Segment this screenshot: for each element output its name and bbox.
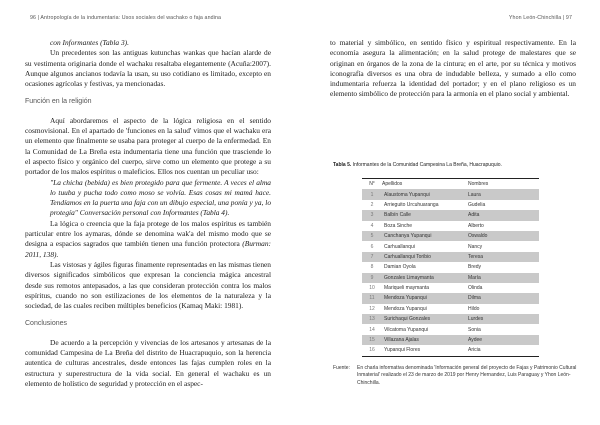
row-surnames: Villazana Ajalas bbox=[384, 337, 419, 344]
row-number: 6 bbox=[370, 243, 374, 250]
row-number: 11 bbox=[369, 295, 375, 302]
row-surnames: Canchanya Yupanqui bbox=[384, 233, 432, 240]
row-number: 14 bbox=[369, 326, 375, 333]
row-number: 5 bbox=[370, 233, 374, 240]
table-title: Informantes de la Comunidad Campesina La Breña, Huacrapuquio. bbox=[352, 162, 502, 168]
row-number: 16 bbox=[369, 347, 375, 354]
row-number: 7 bbox=[370, 253, 374, 260]
table-source bbox=[333, 365, 583, 387]
row-surnames: Boza Sinche bbox=[384, 222, 413, 229]
table-row bbox=[362, 200, 539, 210]
paragraph: De acuerdo a la percepción y vivencias de los artesanos y artesanas de la comunidad Campesina de La Breña del distrito de Huacrapuquio, son la herencia autentica de culturas ancestrales, desde entonces las fajas cumplen roles en la estructura y superestructura de la vida social. En general el wachaku es un elemento de holístico de seguridad y protección en el aspec- bbox=[25, 337, 271, 388]
table-label: Tabla 5. bbox=[333, 162, 352, 168]
table-row bbox=[362, 314, 539, 324]
table-row bbox=[362, 324, 539, 334]
paragraph: con Informantes (Tabla 3). bbox=[50, 38, 129, 47]
row-names: Aydee bbox=[468, 337, 483, 344]
row-surnames: Mariqueli maymanta bbox=[384, 285, 430, 292]
row-number: 3 bbox=[370, 212, 374, 219]
table-row bbox=[362, 241, 539, 251]
row-names: Olinda bbox=[468, 285, 483, 292]
running-header: 96 | Antropología de la indumentaria: Usos sociales del wachako o faja andina bbox=[30, 15, 222, 21]
table-header-row bbox=[362, 179, 539, 190]
row-surnames: Gonzales Limaymanta bbox=[384, 274, 434, 281]
right-body-text bbox=[330, 38, 576, 100]
row-names: Adita bbox=[468, 212, 480, 219]
row-number: 4 bbox=[370, 222, 374, 229]
right-page bbox=[300, 0, 600, 425]
row-names: Alberto bbox=[468, 222, 484, 229]
paragraph: Aquí abordaremos el aspecto de la lógica religiosa en el sentido cosmovisional. En el apartado de 'funciones en la salud' vimos que el wachaku era un elemento que finalmente se usaba para proteger al cuerpo de la enfermedad. En la Comunidad de La Breña esta indumentaria tiene una función que trasciende lo el aspecto físico y orgánico del cuerpo, sirve como un elemento que protege a su portador de los malos espíritus o maleficios. Ellos nos cuentan un peculiar uso: bbox=[25, 115, 271, 177]
row-surnames: Alaustoma Yupanqui bbox=[384, 191, 430, 198]
table-row bbox=[362, 252, 539, 262]
informants-table bbox=[362, 178, 539, 357]
row-surnames: Arrieguito Urcuhuaranga bbox=[384, 201, 439, 208]
row-surnames: Mendoza Yupanqui bbox=[384, 295, 427, 302]
table-row bbox=[362, 262, 539, 272]
table-row bbox=[362, 189, 539, 199]
paragraph bbox=[25, 219, 271, 260]
row-names: María bbox=[468, 274, 481, 281]
row-number: 1 bbox=[370, 191, 374, 198]
row-number: 10 bbox=[369, 285, 375, 292]
table-row bbox=[362, 304, 539, 314]
row-names: Dilma bbox=[468, 295, 481, 302]
row-surnames: Vilcatoma Yupanqui bbox=[384, 326, 429, 333]
paragraph: Un precedentes son las antiguas kutunchas wankas que hacían alarde de su vestimenta originaria donde el wachaku resaltaba elegantemente (Acuña:2007). Aunque algunos ancianos todavía la usan, su uso cotidiano es limitado, excepto en ocasiones agrícolas y festivas, ya mencionadas. bbox=[25, 48, 271, 89]
column-header: Nombres bbox=[468, 181, 489, 188]
running-header: Yhon León-Chinchilla | 97 bbox=[508, 15, 572, 21]
source-label: Fuente: bbox=[333, 365, 350, 371]
row-names: Sonia bbox=[468, 326, 481, 333]
block-quote: "La chicha (bebida) es bien protegido para que fermente. A veces el alma lo tuuba y pucha todo como moso se volvía. Esas cosas mi mamá hace. Tendíamos en la puerta una faja con un dibujo especial, una ponía y ya, lo protegía" Conversación personal con Informantes (Tabla 4). bbox=[50, 177, 272, 218]
section-heading-conclusiones: Conclusiones bbox=[25, 320, 68, 328]
row-names: Aricia bbox=[468, 347, 481, 354]
paragraph-text: La lógica o creencia que la faja protege de los malos espíritus es también particular entre los aymaras, dónde se denomina wak'a del mismo modo que se designa a espacios sagrados que también tienen una función protectora bbox=[25, 218, 271, 249]
row-names: Lurdes bbox=[468, 316, 484, 323]
row-number: 2 bbox=[370, 201, 374, 208]
row-names: Laura bbox=[468, 191, 481, 198]
table-row bbox=[362, 273, 539, 283]
row-surnames: Mendoza Yupanqui bbox=[384, 305, 427, 312]
table-row bbox=[362, 283, 539, 293]
table-row bbox=[362, 221, 539, 231]
table-row bbox=[362, 210, 539, 220]
row-names: Teresa bbox=[468, 253, 484, 260]
left-body-text bbox=[25, 38, 271, 389]
table-row bbox=[362, 345, 539, 356]
paragraph: to material y simbólico, en sentido físico y espiritual respectivamente. En la economía asegura la alimentación; en la salud protege de malestares que se originan en órganos de la zona de la cintura; en el arte, por su técnica y motivos iconografía diversos es una obra de indudable belleza, y sumado a ello como indumentaria refuerza la identidad del portador; y en el plano religioso es un elemento simbólico de protección para la armonía en el plano social y ambiental. bbox=[330, 38, 576, 99]
column-header: N° bbox=[369, 181, 375, 188]
row-number: 13 bbox=[369, 316, 375, 323]
row-surnames: Yupanqui Flores bbox=[384, 347, 421, 354]
row-names: Hildo bbox=[468, 305, 480, 312]
citation: (Burman: 2011, 138). bbox=[25, 239, 271, 259]
row-names: Oswaldo bbox=[468, 233, 488, 240]
row-surnames: Carhuallanqui Toribio bbox=[384, 253, 431, 260]
table-caption bbox=[333, 162, 502, 168]
table-row bbox=[362, 231, 539, 241]
row-surnames: Surichaqui Gonzales bbox=[384, 316, 431, 323]
source-text: En charla informativa denominada 'Información general del proyecto de Fajas y Patrimonio Cultural Inmaterial' realizado el 23 de marzo de 2019 por Henry Hernandez, Luis Paraguay y Yhon León-Chinchilla. bbox=[357, 365, 577, 386]
row-number: 15 bbox=[369, 337, 375, 344]
row-number: 9 bbox=[370, 274, 374, 281]
row-surnames: Damian Oyola bbox=[384, 264, 416, 271]
table-row bbox=[362, 293, 539, 303]
section-heading-religion: Función en la religión bbox=[25, 98, 92, 106]
row-number: 8 bbox=[370, 264, 374, 271]
table-row bbox=[362, 335, 539, 345]
row-number: 12 bbox=[369, 305, 375, 312]
row-surnames: Carhuallanqui bbox=[384, 243, 415, 250]
column-header: Apellidos bbox=[382, 181, 403, 188]
row-names: Bredy bbox=[468, 264, 482, 271]
paragraph: Las vistosas y ágiles figuras finamente representadas en las mismas tienen diversos significados simbólicos que expresan la conciencia mágica ancestral desde sus remotos antepasados, a las que consideran protección contra los malos espíritus, cuando no son estilizaciones de los elementos de la naturaleza y la sociedad, de las cuales reciben múltiples beneficios (Kamaq Maki: 1981). bbox=[25, 259, 271, 311]
row-names: Gudelia bbox=[468, 201, 486, 208]
row-surnames: Balbín Calle bbox=[384, 212, 411, 219]
row-names: Nancy bbox=[468, 243, 483, 250]
